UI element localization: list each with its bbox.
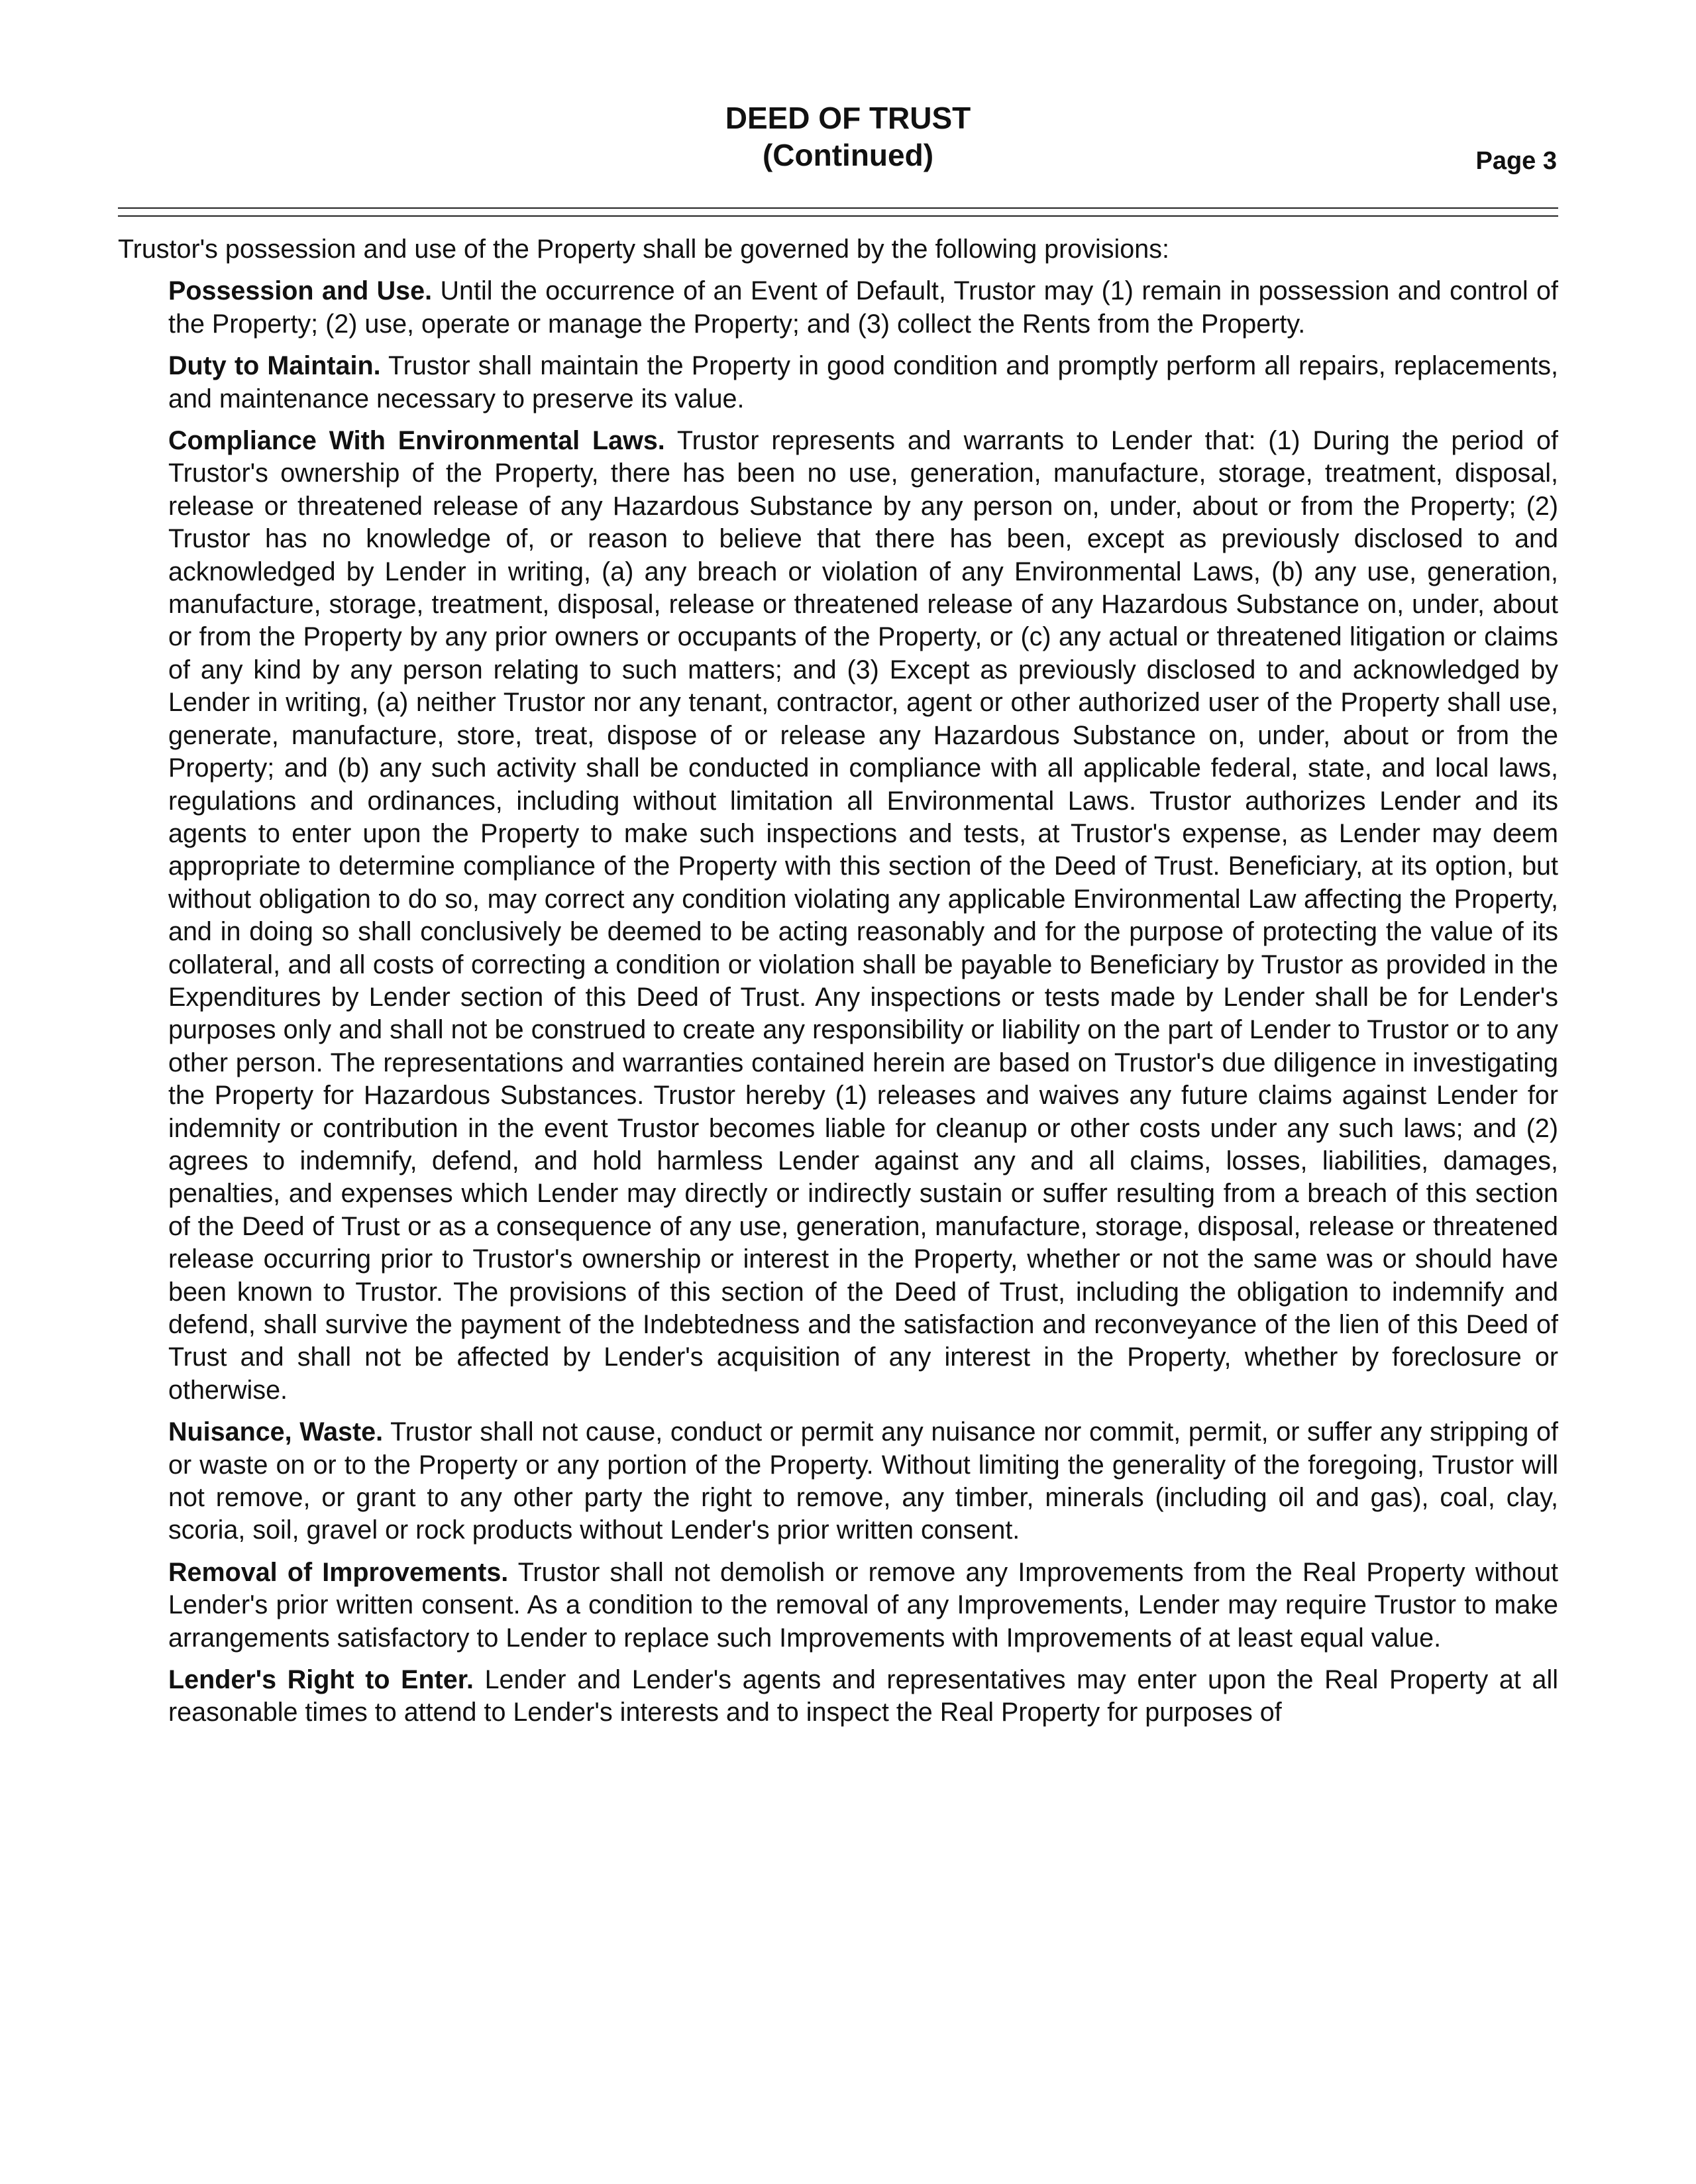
section-possession-and-use (118, 275, 1558, 341)
section-heading: Nuisance, Waste. (168, 1417, 384, 1447)
page-number: Page 3 (1475, 147, 1557, 175)
section-nuisance-waste (118, 1416, 1558, 1547)
intro-paragraph: Trustor's possession and use of the Property shall be governed by the following provisions: (118, 235, 1169, 264)
section-heading: Duty to Maintain. (168, 351, 381, 381)
section-text: Lender and Lender's agents and representatives may enter upon the Real Property at all reasonable times to attend to Lender's interests and to inspect the Real Property for purposes of (168, 1665, 1558, 1727)
document-header (0, 99, 1696, 174)
section-heading: Compliance With Environmental Laws. (168, 426, 665, 456)
section-heading: Possession and Use. (168, 276, 433, 306)
section-heading: Lender's Right to Enter. (168, 1665, 474, 1695)
section-environmental-compliance (118, 425, 1558, 1407)
section-text: Trustor shall not cause, conduct or permit any nuisance nor commit, permit, or suffer any stripping of or waste on or to the Property or any portion of the Property. Without limiting the generality of the foregoing, Trustor will not remove, or grant to any other party the right to remove, any timber, minerals (including oil and gas), coal, clay, scoria, soil, gravel or rock products without Lender's prior written consent. (168, 1417, 1558, 1545)
header-divider-top (118, 207, 1558, 209)
section-text: Until the occurrence of an Event of Default, Trustor may (1) remain in possession and control of the Property; (2) use, operate or manage the Property; and (3) collect the Rents from the Property. (168, 276, 1558, 339)
section-lenders-right-to-enter (118, 1664, 1558, 1729)
document-subtitle: (Continued) (762, 138, 934, 172)
document-body (118, 233, 1558, 1729)
section-removal-of-improvements (118, 1556, 1558, 1655)
section-heading: Removal of Improvements. (168, 1557, 509, 1587)
section-duty-to-maintain (118, 350, 1558, 415)
section-text: Trustor shall not demolish or remove any Improvements from the Real Property without Lender's prior written consent. As a condition to the removal of any Improvements, Lender may require Trustor to make arrangements satisfactory to Lender to replace such Improvements with Improvements of at least equal value. (168, 1557, 1559, 1653)
header-divider-bottom (118, 215, 1558, 217)
section-text: Trustor represents and warrants to Lender that: (1) During the period of Trustor's ownership of the Property, there has been no use, generation, manufacture, storage, treatment, disposal, release or threatened release of any Hazardous Substance by any person on, under, about or from the Property; (2) Trustor has no knowledge of, or reason to believe that there has been, except as previously disclosed to and acknowledged by Lender in writing, (a) any breach or violation of any Environmental Laws, (b) any use, generation, manufacture, storage, treatment, disposal, release or threatened release of any Hazardous Substance on, under, about or from the Property by any prior owners or occupants of the Property, or (c) any actual or threatened litigation or claims of any kind by any person relating to such matters; and (3) Except as previously disclosed to and acknowledged by Lender in writing, (a) neither Trustor nor any tenant, contractor, agent or other authorized user of the Property shall use, generate, manufacture, store, treat, dispose of or release any Hazardous Substance on, under, about or from the Property; and (b) any such activity shall be conducted in compliance with all applicable federal, state, and local laws, regulations and ordinances, including without limitation all Environmental Laws. Trustor authorizes Lender and its agents to enter upon the Property to make such inspections and tests, at Trustor's expense, as Lender may deem appropriate to determine compliance of the Property with this section of the Deed of Trust. Beneficiary, at its option, but without obligation to do so, may correct any condition violating any applicable Environmental Law affecting the Property, and in doing so shall conclusively be deemed to be acting reasonably and for the purpose of protecting the value of its collateral, and all costs of correcting a condition or violation shall be payable to Beneficiary by Trustor as provided in the Expenditures by Lender section of this Deed of Trust. Any inspections or tests made by Lender shall be for Lender's purposes only and shall not be construed to create any responsibility or liability on the part of Lender to Trustor or to any other person. The representations and warranties contained herein are based on Trustor's due diligence in investigating the Property for Hazardous Substances. Trustor hereby (1) releases and waives any future claims against Lender for indemnity or contribution in the event Trustor becomes liable for cleanup or other costs under any such laws; and (2) agrees to indemnify, defend, and hold harmless Lender against any and all claims, losses, liabilities, damages, penalties, and expenses which Lender may directly or indirectly sustain or suffer resulting from a breach of this section of the Deed of Trust or as a consequence of any use, generation, manufacture, storage, disposal, release or threatened release occurring prior to Trustor's ownership or interest in the Property, whether or not the same was or should have been known to Trustor. The provisions of this section of the Deed of Trust, including the obligation to indemnify and defend, shall survive the payment of the Indebtedness and the satisfaction and reconveyance of the lien of this Deed of Trust and shall not be affected by Lender's acquisition of any interest in the Property, whether by foreclosure or otherwise. (168, 426, 1558, 1405)
section-text: Trustor shall maintain the Property in good condition and promptly perform all repairs, replacements, and maintenance necessary to preserve its value. (168, 351, 1558, 413)
document-title: DEED OF TRUST (725, 101, 971, 135)
